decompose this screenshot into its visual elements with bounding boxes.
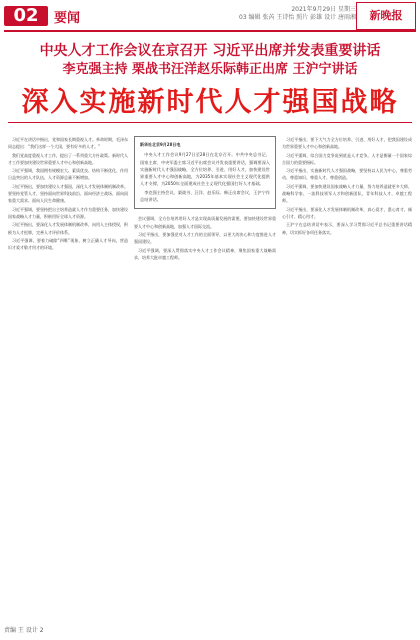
paragraph: 习近平在讲话中指出，党和国家长期重视人才。革命时期，毛泽东同志提出：“我们这样一个大国，要有好多的人才。” bbox=[8, 137, 128, 150]
masthead bbox=[0, 0, 420, 30]
article-column-right bbox=[282, 136, 412, 626]
lead-paragraph: 李克强主持会议。栗战书、汪洋、赵乐际、韩正出席会议，王沪宁作总结讲话。 bbox=[140, 189, 270, 203]
paragraph: 习近平强调，我国拥有规模宏大、素质优良、结构不断优化、作用日益突出的人才队伍，人才资源总量不断增加。 bbox=[8, 168, 128, 181]
newspaper-logo: 新晚报 bbox=[356, 2, 416, 30]
header-info bbox=[239, 6, 356, 22]
paragraph: 我们党高度重视人才工作，提出了一系列重大方针政策。新时代人才工作要加快建设世界重要人才中心和创新高地。 bbox=[8, 152, 128, 165]
paragraph: 习近平指出，要下大气力全方位培养、引进、用好人才，把我国建设成为世界重要人才中心和创新高地。 bbox=[282, 137, 412, 150]
page-footer-code: 责编 王 设计 2 bbox=[4, 627, 44, 634]
paragraph: 会议强调，全方位培养用好人才是实现高质量发展的需要。要加快建设世界重要人才中心和创新高地，加强人才国际交流。 bbox=[134, 216, 276, 229]
paragraph: 习近平强调，综合国力竞争说到底是人才竞争。人才是衡量一个国家综合国力的重要指标。 bbox=[282, 152, 412, 165]
editor-line: 03 编辑 张芮 王诗怡 照片 彭雄 设计 唐雨湘 bbox=[239, 14, 356, 21]
paragraph: 习近平强调，要深入贯彻落实中央人才工作会议精神，聚焦国家重大战略需求，培养大批卓越工程师。 bbox=[134, 247, 276, 260]
paragraph: 习近平强调，要加快建设国家战略人才力量，努力培养造就更多大师、战略科学家、一流科技领军人才和创新团队、青年科技人才、卓越工程师。 bbox=[282, 183, 412, 204]
banner-divider bbox=[8, 122, 412, 123]
paragraph: 习近平指出，要深化人才发展体制机制改革，向用人主体授权，积极为人才松绑，完善人才评价体系。 bbox=[8, 222, 128, 235]
paragraph: 王沪宁在总结讲话中表示，要深入学习贯彻习近平总书记重要讲话精神，切实抓好各项任务落实。 bbox=[282, 222, 412, 235]
lead-box bbox=[134, 136, 276, 209]
paragraph: 习近平指出，要加强党对人才工作的全面领导，以更大的决心和力度推进人才强国建设。 bbox=[134, 231, 276, 245]
paragraph: 习近平指出，要深化人才发展体制机制改革，真心爱才、悉心育才、倾心引才、精心用才。 bbox=[282, 206, 412, 219]
date-line: 2021年9月29日 星期三 bbox=[291, 6, 356, 13]
headline-sub: 李克强主持 栗战书汪洋赵乐际韩正出席 王沪宁讲话 bbox=[62, 62, 358, 77]
page-number-badge: 02 bbox=[4, 6, 48, 26]
section-label: 要闻 bbox=[54, 11, 81, 26]
lead-paragraph: 中央人才工作会议9月27日至28日在北京召开。中共中央总书记、国家主席、中央军委主席习近平出席会议并发表重要讲话，强调要深入实施新时代人才强国战略，全方位培养、引进、用好人才，加快建设世界重要人才中心和创新高地，为2035年基本实现社会主义现代化提供人才支撑，为2050年全面建成社会主义现代化强国打好人才基础。 bbox=[140, 152, 270, 187]
article-column-left bbox=[8, 136, 128, 626]
paragraph: 习近平指出，实施新时代人才强国战略，要坚持以人民为中心，尊重劳动、尊重知识、尊重人才、尊重创造。 bbox=[282, 168, 412, 181]
paragraph: 习近平强调，要着力破除“四唯”现象，树立正确人才导向，营造识才爱才敬才用才的环境。 bbox=[8, 237, 128, 251]
headline-main: 中央人才工作会议在京召开 习近平出席并发表重要讲话 bbox=[39, 43, 381, 59]
paragraph: 习近平强调，要坚持把自主培养造就人才作为重要任务，加快建设国家战略人才力量，积极用好全球人才资源。 bbox=[8, 206, 128, 219]
dateline: 新华社北京9月28日电 bbox=[140, 142, 181, 147]
headline-banner: 深入实施新时代人才强国战略 bbox=[21, 87, 399, 118]
middle-body bbox=[134, 215, 276, 262]
article-column-middle bbox=[134, 136, 276, 626]
paragraph: 习近平指出，要加快建设人才强国，深化人才发展体制机制改革。要坚持党管人才，坚持面向世界科技前沿、面向经济主战场、面向国家重大需求、面向人民生命健康。 bbox=[8, 183, 128, 204]
top-divider bbox=[4, 30, 416, 32]
